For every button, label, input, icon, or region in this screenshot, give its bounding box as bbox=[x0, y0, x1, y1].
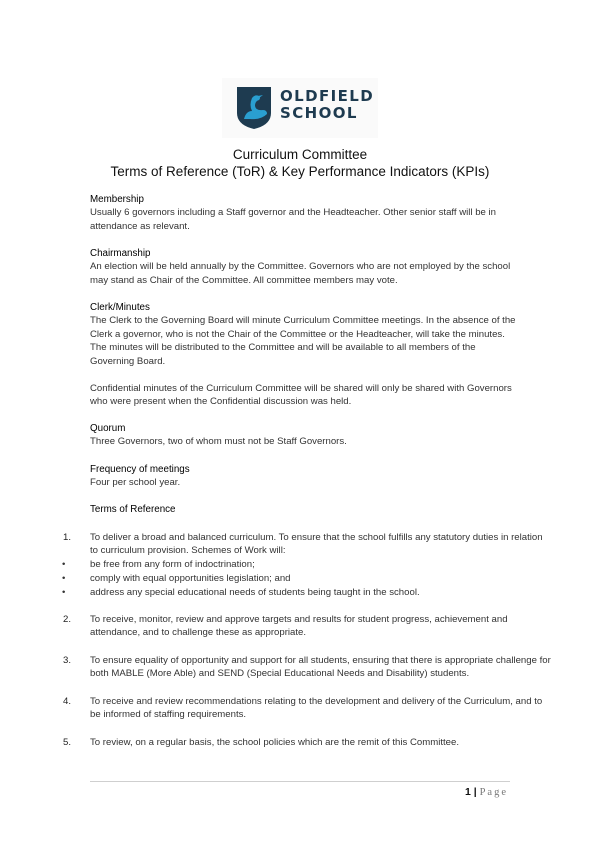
membership-text: Usually 6 governors including a Staff governor and the Headteacher. Other senior staff will be in attendance as relevant. bbox=[90, 207, 497, 232]
membership-heading: Membership bbox=[90, 194, 144, 205]
bullet-icon: • bbox=[62, 587, 66, 598]
terms-of-reference-heading: Terms of Reference bbox=[90, 504, 176, 515]
list-number: 5. bbox=[63, 737, 72, 748]
confidential-minutes-paragraph bbox=[90, 382, 522, 409]
chairmanship-text: An election will be held annually by the Committee. Governors who are not employed by the school may stand as Chair of the Committee. All committee members may vote. bbox=[90, 261, 511, 286]
page-title bbox=[0, 146, 600, 180]
frequency-text: Four per school year. bbox=[90, 477, 181, 489]
chairmanship-section bbox=[90, 247, 522, 287]
list-item: To receive, monitor, review and approve targets and results for student progress, achievement and attendance, and to challenge these as appropriate. bbox=[90, 614, 508, 639]
quorum-heading: Quorum bbox=[90, 423, 126, 434]
bullet-icon: • bbox=[62, 573, 66, 584]
swan-crest-icon bbox=[236, 86, 272, 130]
terms-of-reference-section bbox=[90, 503, 522, 516]
list-item: To review, on a regular basis, the school policies which are the remit of this Committee. bbox=[90, 737, 459, 748]
bullet-text: be free from any form of indoctrination; bbox=[90, 559, 255, 570]
frequency-section bbox=[90, 463, 522, 490]
list-number: 3. bbox=[63, 655, 72, 666]
list-item: To receive and review recommendations relating to the development and delivery of the Curriculum, and to be informed of staffing requirements. bbox=[90, 696, 543, 721]
logo-line-2: SCHOOL bbox=[280, 104, 358, 122]
logo-line-1: OLDFIELD bbox=[280, 87, 375, 105]
page-number: 1 bbox=[464, 786, 471, 798]
bullet-text: comply with equal opportunities legislation; and bbox=[90, 573, 291, 584]
bullet-text: address any special educational needs of students being taught in the school. bbox=[90, 587, 420, 598]
page-footer bbox=[465, 786, 508, 798]
chairmanship-heading: Chairmanship bbox=[90, 248, 151, 259]
list-number: 4. bbox=[63, 696, 72, 707]
clerk-minutes-section bbox=[90, 301, 522, 368]
list-number: 2. bbox=[63, 614, 72, 625]
clerk-minutes-text: The Clerk to the Governing Board will minute Curriculum Committee meetings. In the absence of the Clerk a governor, who is not the Chair of the Committee or the Headteacher, will take the minutes. The minutes will be distributed to the Committee and will be available to all members of the Governing Board. bbox=[90, 315, 516, 367]
title-line-2: Terms of Reference (ToR) & Key Performance Indicators (KPIs) bbox=[110, 164, 490, 179]
page-separator: | bbox=[473, 786, 477, 798]
footer-divider bbox=[90, 781, 510, 782]
confidential-minutes-text: Confidential minutes of the Curriculum Committee will be shared will only be shared with Governors who were present when the Confidential discussion was held. bbox=[90, 383, 512, 408]
bullet-icon: • bbox=[62, 559, 66, 570]
quorum-section bbox=[90, 422, 522, 449]
school-logo bbox=[222, 78, 378, 138]
frequency-heading: Frequency of meetings bbox=[90, 464, 190, 475]
list-item: To ensure equality of opportunity and support for all students, ensuring that there is appropriate challenge for both MABLE (More Able) and SEND (Special Educational Needs and Disability) students. bbox=[90, 655, 551, 680]
clerk-minutes-heading: Clerk/Minutes bbox=[90, 302, 150, 313]
list-number: 1. bbox=[63, 532, 72, 543]
quorum-text: Three Governors, two of whom must not be Staff Governors. bbox=[90, 436, 347, 448]
page-label: Page bbox=[479, 787, 508, 798]
membership-section bbox=[90, 193, 522, 233]
title-line-1: Curriculum Committee bbox=[232, 147, 368, 162]
logo-wordmark bbox=[280, 88, 374, 122]
list-item: To deliver a broad and balanced curriculum. To ensure that the school fulfills any statutory duties in relation to curriculum provision. Schemes of Work will: bbox=[90, 532, 543, 557]
